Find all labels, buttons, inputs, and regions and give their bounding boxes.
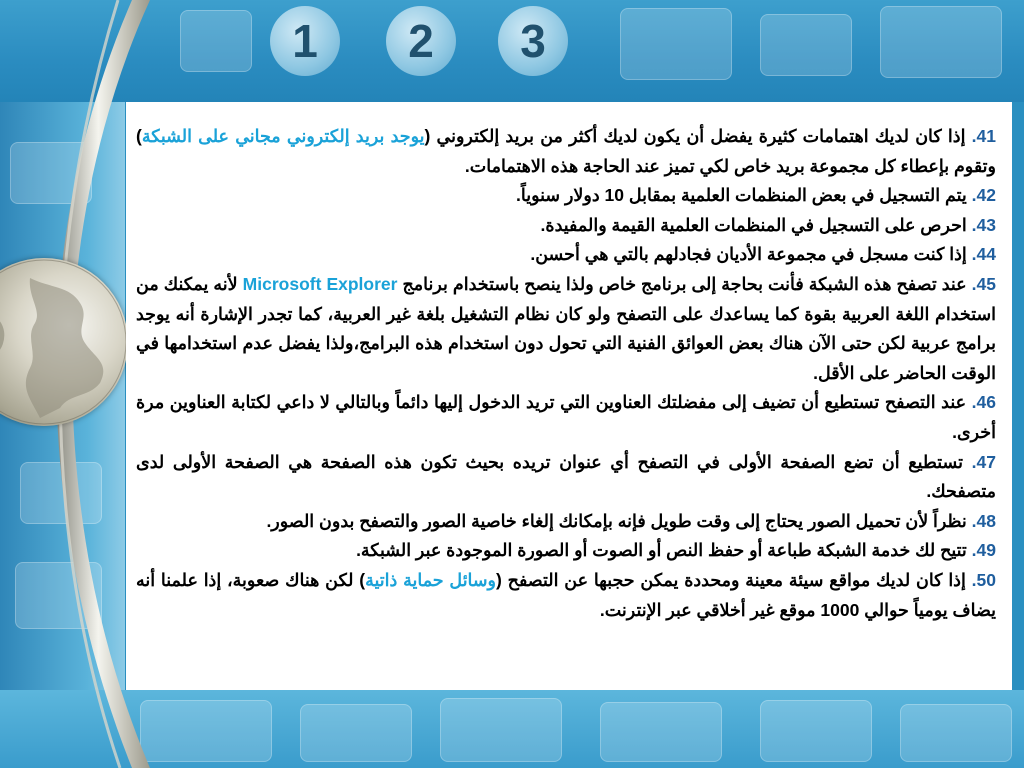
tip-text: عند تصفح هذه الشبكة فأنت بحاجة إلى برنامج خاص ولذا ينصح باستخدام برنامج (397, 273, 972, 294)
tip-number: 43. (971, 214, 996, 235)
tip-text: تستطيع أن تضع الصفحة الأولى في التصفح أي عنوان تريده بحيث تكون هذه الصفحة هي الصفحة الأولى لدى متصفحك. (136, 451, 996, 502)
tip-text: لأنه يمكنك من استخدام اللغة العربية بقوة كما يساعدك على التصفح ولو كان نظام التشغيل بلغة غير العربية، كما تجدر الإشارة أنه يوجد برامج عربية لكن حتى الآن هناك بعض العوائق الفنية التي تحول دون استخدام هذه البرامج،ولذا يفضل عدم استخدامها في الوقت الحاضر على الأقل. (136, 273, 996, 383)
tip-item (136, 388, 996, 447)
tip-number: 48. (971, 510, 996, 531)
tip-item (136, 211, 996, 241)
tip-text: إذا كان لديك مواقع سيئة معينة ومحددة يمكن حجبها عن التصفح ( (496, 569, 972, 590)
digit-two: 2 (386, 6, 456, 76)
tip-item (136, 448, 996, 507)
keycap-decoration (600, 702, 722, 762)
tip-text: إذا كنت مسجل في مجموعة الأديان فجادلهم بالتي هي أحسن. (530, 244, 972, 265)
tip-number: 50. (971, 569, 996, 590)
tips-list (136, 122, 996, 625)
highlighted-text: وسائل حماية ذاتية (365, 569, 497, 590)
highlighted-text: Microsoft Explorer (242, 273, 398, 294)
content-panel (126, 102, 1012, 690)
tip-text: ) لكن هناك صعوبة، إذا علمنا أنه يضاف يومياً حوالي 1000 موقع غير أخلاقي عبر الإنترنت. (136, 569, 996, 620)
digit-three: 3 (498, 6, 568, 76)
tip-item (136, 270, 996, 388)
tip-item (136, 507, 996, 537)
keycap-decoration (760, 14, 852, 76)
tip-number: 41. (971, 126, 996, 146)
keycap-decoration (300, 704, 412, 762)
keycap-decoration (900, 704, 1012, 762)
tip-number: 44. (971, 244, 996, 265)
tip-text: ) وتقوم بإعطاء كل مجموعة بريد خاص لكي تميز عند الحاجة هذه الاهتمامات. (136, 126, 996, 176)
tip-number: 47. (971, 451, 996, 472)
keycap-decoration (760, 700, 872, 762)
keycap-decoration (440, 698, 562, 762)
tip-text: تتيح لك خدمة الشبكة طباعة أو حفظ النص أو الصوت أو الصورة الموجودة عبر الشبكة. (356, 540, 972, 561)
tip-text: عند التصفح تستطيع أن تضيف إلى مفضلتك العناوين التي تريد الدخول إليها دائماً وبالتالي لا داعي لكتابة العناوين مرة أخرى. (136, 392, 996, 442)
tip-text: إذا كان لديك اهتمامات كثيرة يفضل أن يكون لديك أكثر من بريد إلكتروني ( (424, 126, 972, 146)
tip-text: نظراً لأن تحميل الصور يحتاج إلى وقت طويل فإنه بإمكانك إلغاء خاصية الصور والتصفح بدون الصور. (266, 510, 972, 531)
tip-number: 42. (971, 185, 996, 206)
tip-item (136, 536, 996, 566)
tip-number: 49. (971, 540, 996, 561)
tip-item (136, 181, 996, 211)
tip-item (136, 122, 996, 181)
tip-item (136, 240, 996, 270)
keycap-decoration (620, 8, 732, 80)
tip-item (136, 566, 996, 625)
tip-text: يتم التسجيل في بعض المنظمات العلمية بمقابل 10 دولار سنوياً. (516, 185, 972, 206)
digit-one: 1 (270, 6, 340, 76)
tip-number: 46. (971, 392, 996, 413)
tip-text: احرص على التسجيل في المنظمات العلمية القيمة والمفيدة. (540, 214, 972, 235)
tip-number: 45. (971, 273, 996, 294)
keycap-decoration (880, 6, 1002, 78)
highlighted-text: يوجد بريد إلكتروني مجاني على الشبكة (141, 126, 425, 146)
